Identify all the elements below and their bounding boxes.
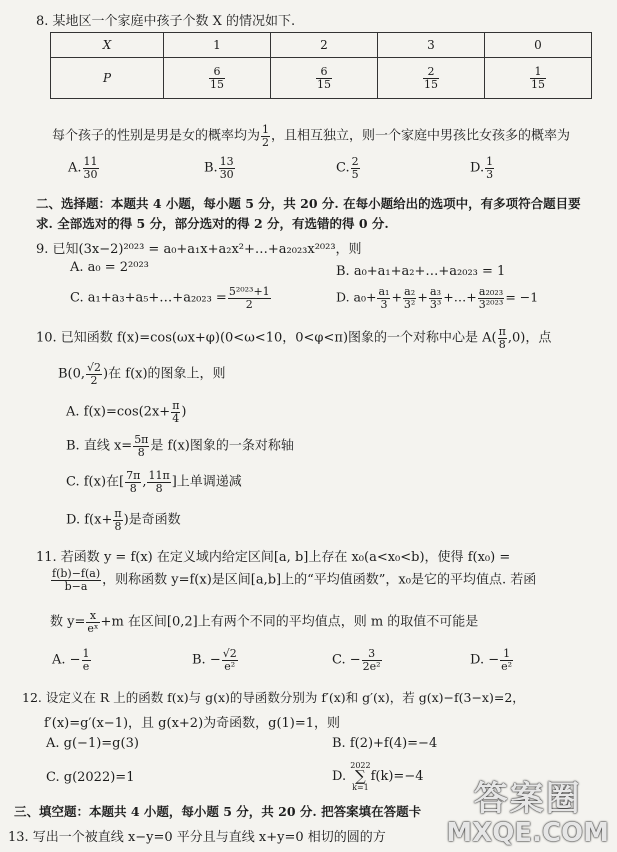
q8-condition: 每个孩子的性别是男是女的概率均为 $\frac{1}{2}$ ，且相互独立，则一个家庭中男孩比女孩多的概率为 [52, 123, 571, 149]
q9-option-c: C. a₁+a₃+a₅+…+a₂₀₂₃ = $\frac{\text{5²⁰²³+1}}{2}$ [70, 285, 270, 311]
q11-option-c: C. − $\frac{3}{\text{2e²}}$ [332, 647, 381, 673]
q9-stem: 9. 已知(3x−2)²⁰²³ = a₀+a₁x+a₂x²+…+a₂₀₂₃x²⁰²³，则 [36, 242, 362, 257]
q12-stem-line2: f′(x)=g′(x−1)，且 g(x+2)为奇函数，g(1)=1，则 [44, 716, 341, 731]
q10-stem: 10. 已知函数 f(x)=cos(ωx+φ)(0<ω<10，0<φ<π)图象的一个对称中心是 A( $\frac{\pi}{8}$ ,0)，点 [36, 325, 552, 351]
section2-heading: 二、选择题：本题共 4 小题，每小题 5 分，共 20 分. 在每小题给出的选项中，有多项符合题目要 [36, 196, 581, 211]
q12-option-c: C. g(2022)=1 [46, 770, 135, 785]
table-header-x: X [51, 33, 164, 58]
q11-option-a: A. − $\frac{1}{e}$ [52, 647, 90, 673]
q9-option-b: B. a₀+a₁+a₂+…+a₂₀₂₃ = 1 [336, 264, 506, 279]
watermark-logo: 答案圈 MXQE.COM [446, 779, 609, 848]
q12-option-a: A. g(−1)=g(3) [46, 736, 139, 751]
q10-option-c: C. f(x)在[ $\frac{7\pi}{8}$ , $\frac{11\pi}{8}$ ]上单调递减 [66, 469, 242, 495]
q11-option-d: D. − $\frac{1}{\text{e²}}$ [470, 647, 513, 673]
q8-option-c: C. $\frac{2}{5}$ [336, 155, 359, 181]
q8-option-a: A. $\frac{11}{30}$ [68, 155, 98, 181]
q8-option-d: D. $\frac{1}{3}$ [470, 155, 494, 181]
q12-option-d: D. 2022 ∑ k=1 f(k)=−4 [332, 761, 424, 793]
q11-stem-line2: $\frac{f(b)-f(a)}{b-a}$ ，则称函数 y=f(x)是区间[a,b]上的“平均值函数”，x₀是它的平均值点. 若函 [52, 567, 537, 593]
table-cell-x4: 0 [485, 33, 592, 58]
q11-stem-line3: 数 y= $\frac{x}{\text{eˣ}}$ +m 在区间[0,2]上有两个不同的平均值点，则 m 的取值不可能是 [50, 609, 479, 635]
q8-option-b: B. $\frac{13}{30}$ [204, 155, 234, 181]
q12-stem: 12. 设定义在 R 上的函数 f(x)与 g(x)的导函数分别为 f′(x)和 g′(x)，若 g(x)−f(3−x)=2， [22, 690, 525, 705]
q10-option-b: B. 直线 x= $\frac{5\pi}{8}$ 是 f(x)图象的一条对称轴 [66, 433, 294, 459]
table-cell-x3: 3 [378, 33, 485, 58]
q10-option-d: D. f(x+ $\frac{\pi}{8}$ )是奇函数 [66, 507, 181, 533]
q10-option-a: A. f(x)=cos(2x+ $\frac{\pi}{4}$ ) [66, 399, 187, 425]
section2-heading-line2: 求. 全部选对的得 5 分，部分选对的得 2 分，有选错的得 0 分. [36, 216, 389, 231]
q13-stem: 13. 写出一个被直线 x−y=0 平分且与直线 x+y=0 相切的圆的方 [8, 830, 386, 845]
q10-stem-line2: B(0, $\frac{√2}{2}$ )在 f(x)的图象上，则 [58, 361, 226, 387]
table-cell-p2: $\frac{6}{15}$ [271, 58, 378, 99]
table-cell-p4: $\frac{1}{15}$ [485, 58, 592, 99]
table-cell-p1: $\frac{6}{15}$ [164, 58, 271, 99]
table-cell-p3: $\frac{2}{15}$ [378, 58, 485, 99]
q9-option-a: A. a₀ = 2²⁰²³ [70, 260, 149, 275]
q8-probability-table [50, 32, 592, 99]
q8-stem: 8. 某地区一个家庭中孩子个数 X 的情况如下. [36, 14, 296, 29]
section3-heading: 三、填空题：本题共 4 小题，每小题 5 分，共 20 分. 把答案填在答题卡 [14, 804, 422, 819]
q9-option-d: D. a₀+ $\frac{\text{a₁}}{3}$ + $\frac{\text{a₂}}{\text{3²}}$ + $\frac{\text{a₃}}{\text{3³}}$ +…+ $\frac{\text{a₂₀₂₃}}{\text{3²⁰²³}}$ = −1 [336, 285, 539, 311]
q12-option-b: B. f(2)+f(4)=−4 [332, 736, 438, 751]
q11-option-b: B. − $\frac{√2}{\text{e²}}$ [192, 647, 237, 673]
table-header-p: P [51, 58, 164, 99]
table-cell-x2: 2 [271, 33, 378, 58]
q11-stem: 11. 若函数 y = f(x) 在定义域内给定区间[a, b]上存在 x₀(a<x₀<b)，使得 f(x₀) = [36, 550, 511, 565]
table-cell-x1: 1 [164, 33, 271, 58]
